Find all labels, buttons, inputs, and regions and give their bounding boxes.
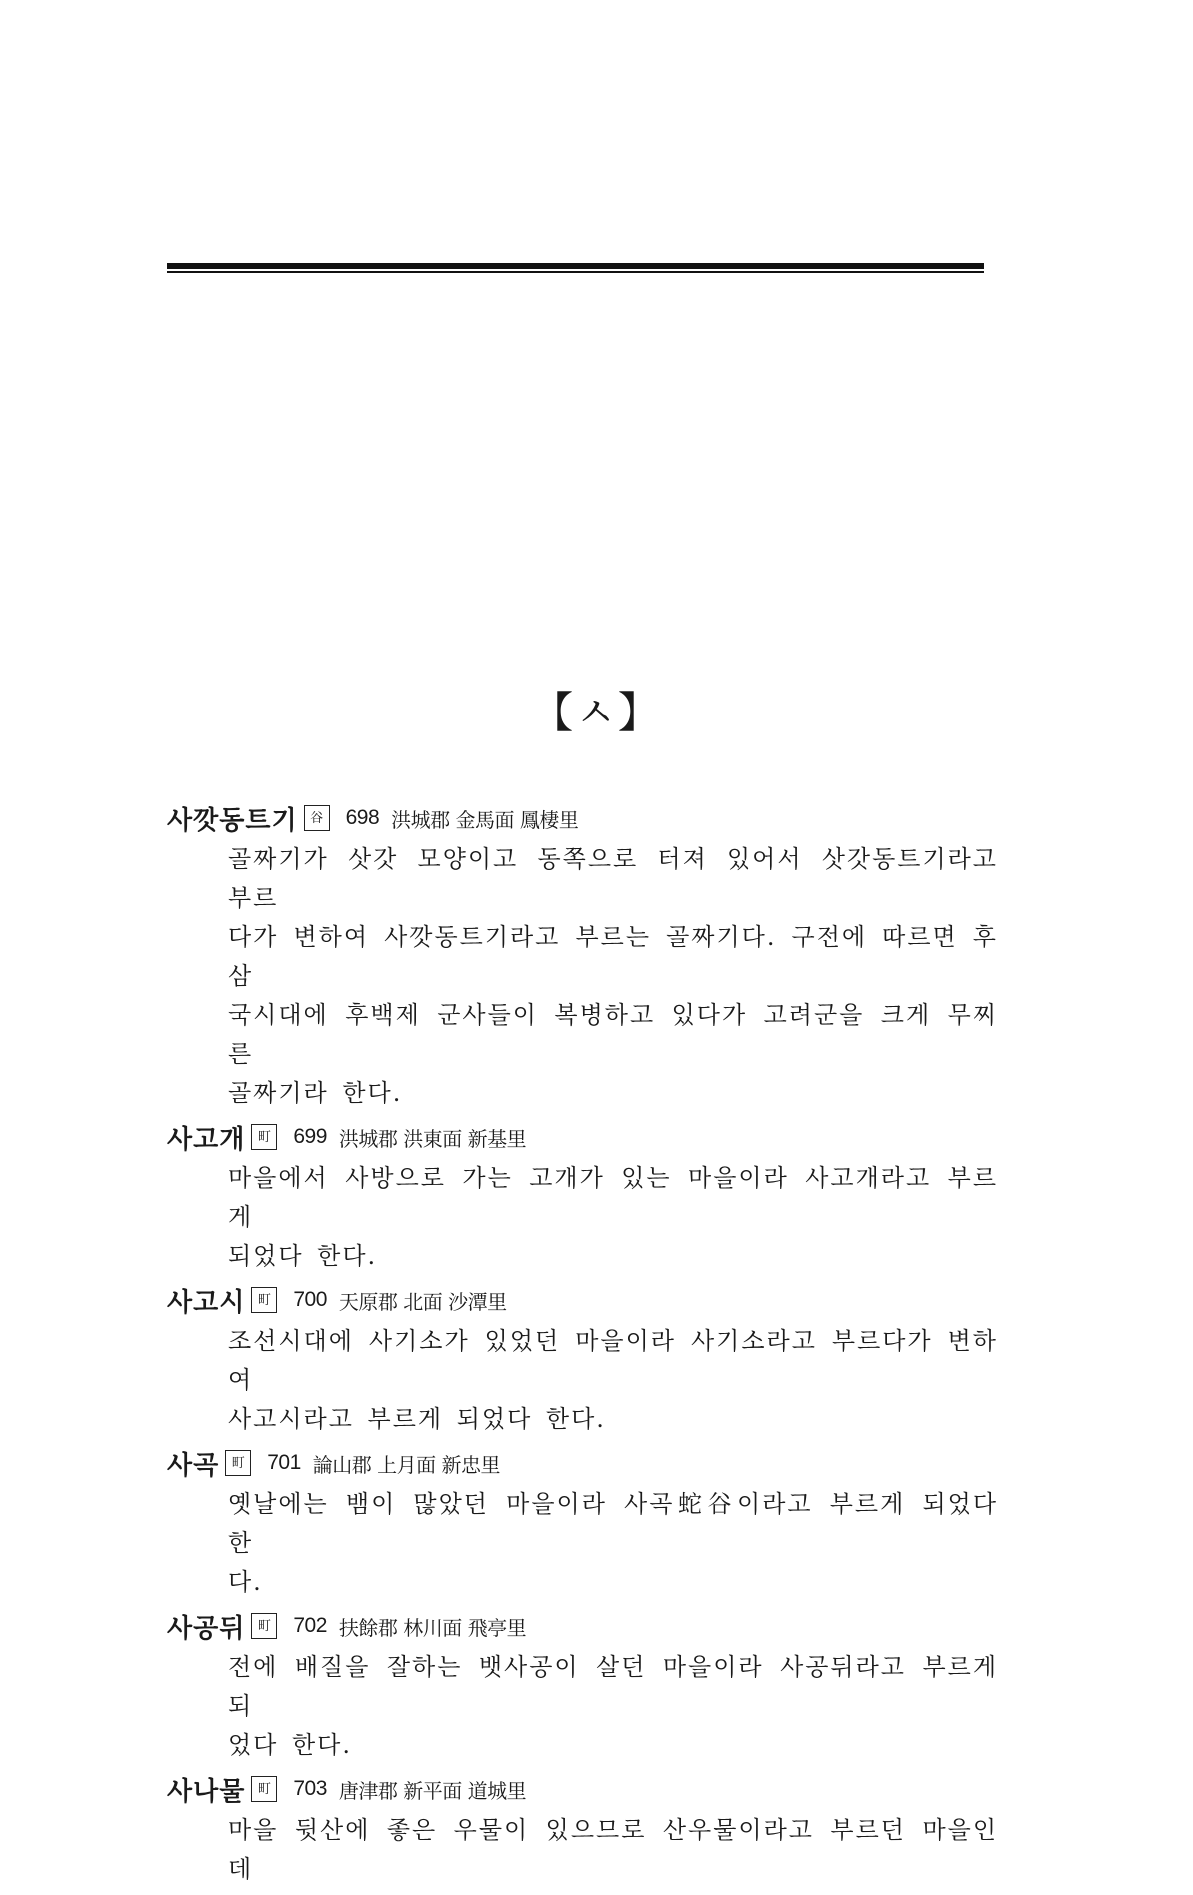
entry-location: 洪城郡 洪東面 新基里 <box>338 1126 527 1151</box>
category-badge-icon: 町 <box>251 1287 277 1313</box>
description-line: 마을에서 사방으로 가는 고개가 있는 마을이라 사고개라고 부르게 <box>228 1164 998 1231</box>
entry-term: 사고개 <box>167 1124 246 1155</box>
entry-term: 사고시 <box>167 1287 246 1318</box>
entry-description <box>228 840 998 1113</box>
entry-headline <box>167 1119 997 1155</box>
entry-location: 唐津郡 新平面 道城里 <box>338 1778 527 1803</box>
entry-number: 700 <box>293 1288 327 1311</box>
entry-headline <box>167 1608 997 1644</box>
entry-703 <box>167 1771 997 1889</box>
description-line: 었다 한다. <box>228 1731 352 1759</box>
description-line: 국시대에 후백제 군사들이 복병하고 있다가 고려군을 크게 무찌른 <box>228 1001 998 1068</box>
entry-number: 702 <box>293 1614 327 1637</box>
entry-number: 699 <box>293 1125 327 1148</box>
entry-headline <box>167 1445 997 1481</box>
header-rule-thick <box>167 263 984 269</box>
description-line: 사고시라고 부르게 되었다 한다. <box>228 1405 606 1433</box>
entry-702 <box>167 1608 997 1765</box>
entry-description <box>228 1648 998 1765</box>
section-heading: 【ㅅ】 <box>531 688 662 737</box>
entry-description <box>228 1159 998 1276</box>
category-badge-icon: 町 <box>251 1776 277 1802</box>
category-badge-icon: 谷 <box>304 805 330 831</box>
entry-number: 698 <box>345 806 380 829</box>
entry-location: 扶餘郡 林川面 飛亭里 <box>338 1615 527 1640</box>
category-badge-icon: 町 <box>251 1613 277 1639</box>
description-line: 전에 배질을 잘하는 뱃사공이 살던 마을이라 사공뒤라고 부르게 되 <box>228 1653 998 1720</box>
entry-701 <box>167 1445 997 1602</box>
entry-list <box>167 800 997 1895</box>
entry-description <box>228 1322 998 1439</box>
entry-location: 天原郡 北面 沙潭里 <box>338 1289 507 1314</box>
entry-headline <box>167 1771 997 1807</box>
entry-description <box>228 1811 998 1889</box>
entry-699 <box>167 1119 997 1276</box>
entry-term: 사곡 <box>167 1450 220 1481</box>
description-line: 다. <box>228 1568 263 1596</box>
entry-location: 論山郡 上月面 新忠里 <box>312 1452 500 1477</box>
category-badge-icon: 町 <box>225 1450 251 1476</box>
description-line: 다가 변하여 사깟동트기라고 부르는 골짜기다. 구전에 따르면 후삼 <box>228 923 998 990</box>
entry-number: 701 <box>267 1451 301 1474</box>
entry-term: 사나물 <box>167 1776 246 1807</box>
category-badge-icon: 町 <box>251 1124 277 1150</box>
entry-headline <box>167 1282 997 1318</box>
description-line: 골짜기가 삿갓 모양이고 동쪽으로 터져 있어서 삿갓동트기라고 부르 <box>228 845 998 912</box>
description-line: 조선시대에 사기소가 있었던 마을이라 사기소라고 부르다가 변하여 <box>228 1327 998 1394</box>
entry-698 <box>167 800 997 1113</box>
header-rule-thin <box>167 271 984 273</box>
entry-headline <box>167 800 997 836</box>
description-line: 골짜기라 한다. <box>228 1079 403 1107</box>
entry-number: 703 <box>293 1777 327 1800</box>
entry-term: 사공뒤 <box>167 1613 246 1644</box>
entry-location: 洪城郡 金馬面 鳳棲里 <box>391 807 579 832</box>
entry-term: 사깟동트기 <box>167 805 298 836</box>
entry-description <box>228 1485 998 1602</box>
description-line: 옛날에는 뱀이 많았던 마을이라 사곡蛇谷이라고 부르게 되었다 한 <box>228 1490 999 1557</box>
description-line: 마을 뒷산에 좋은 우물이 있으므로 산우물이라고 부르던 마을인데 <box>228 1816 998 1883</box>
entry-700 <box>167 1282 997 1439</box>
description-line: 되었다 한다. <box>228 1242 378 1270</box>
